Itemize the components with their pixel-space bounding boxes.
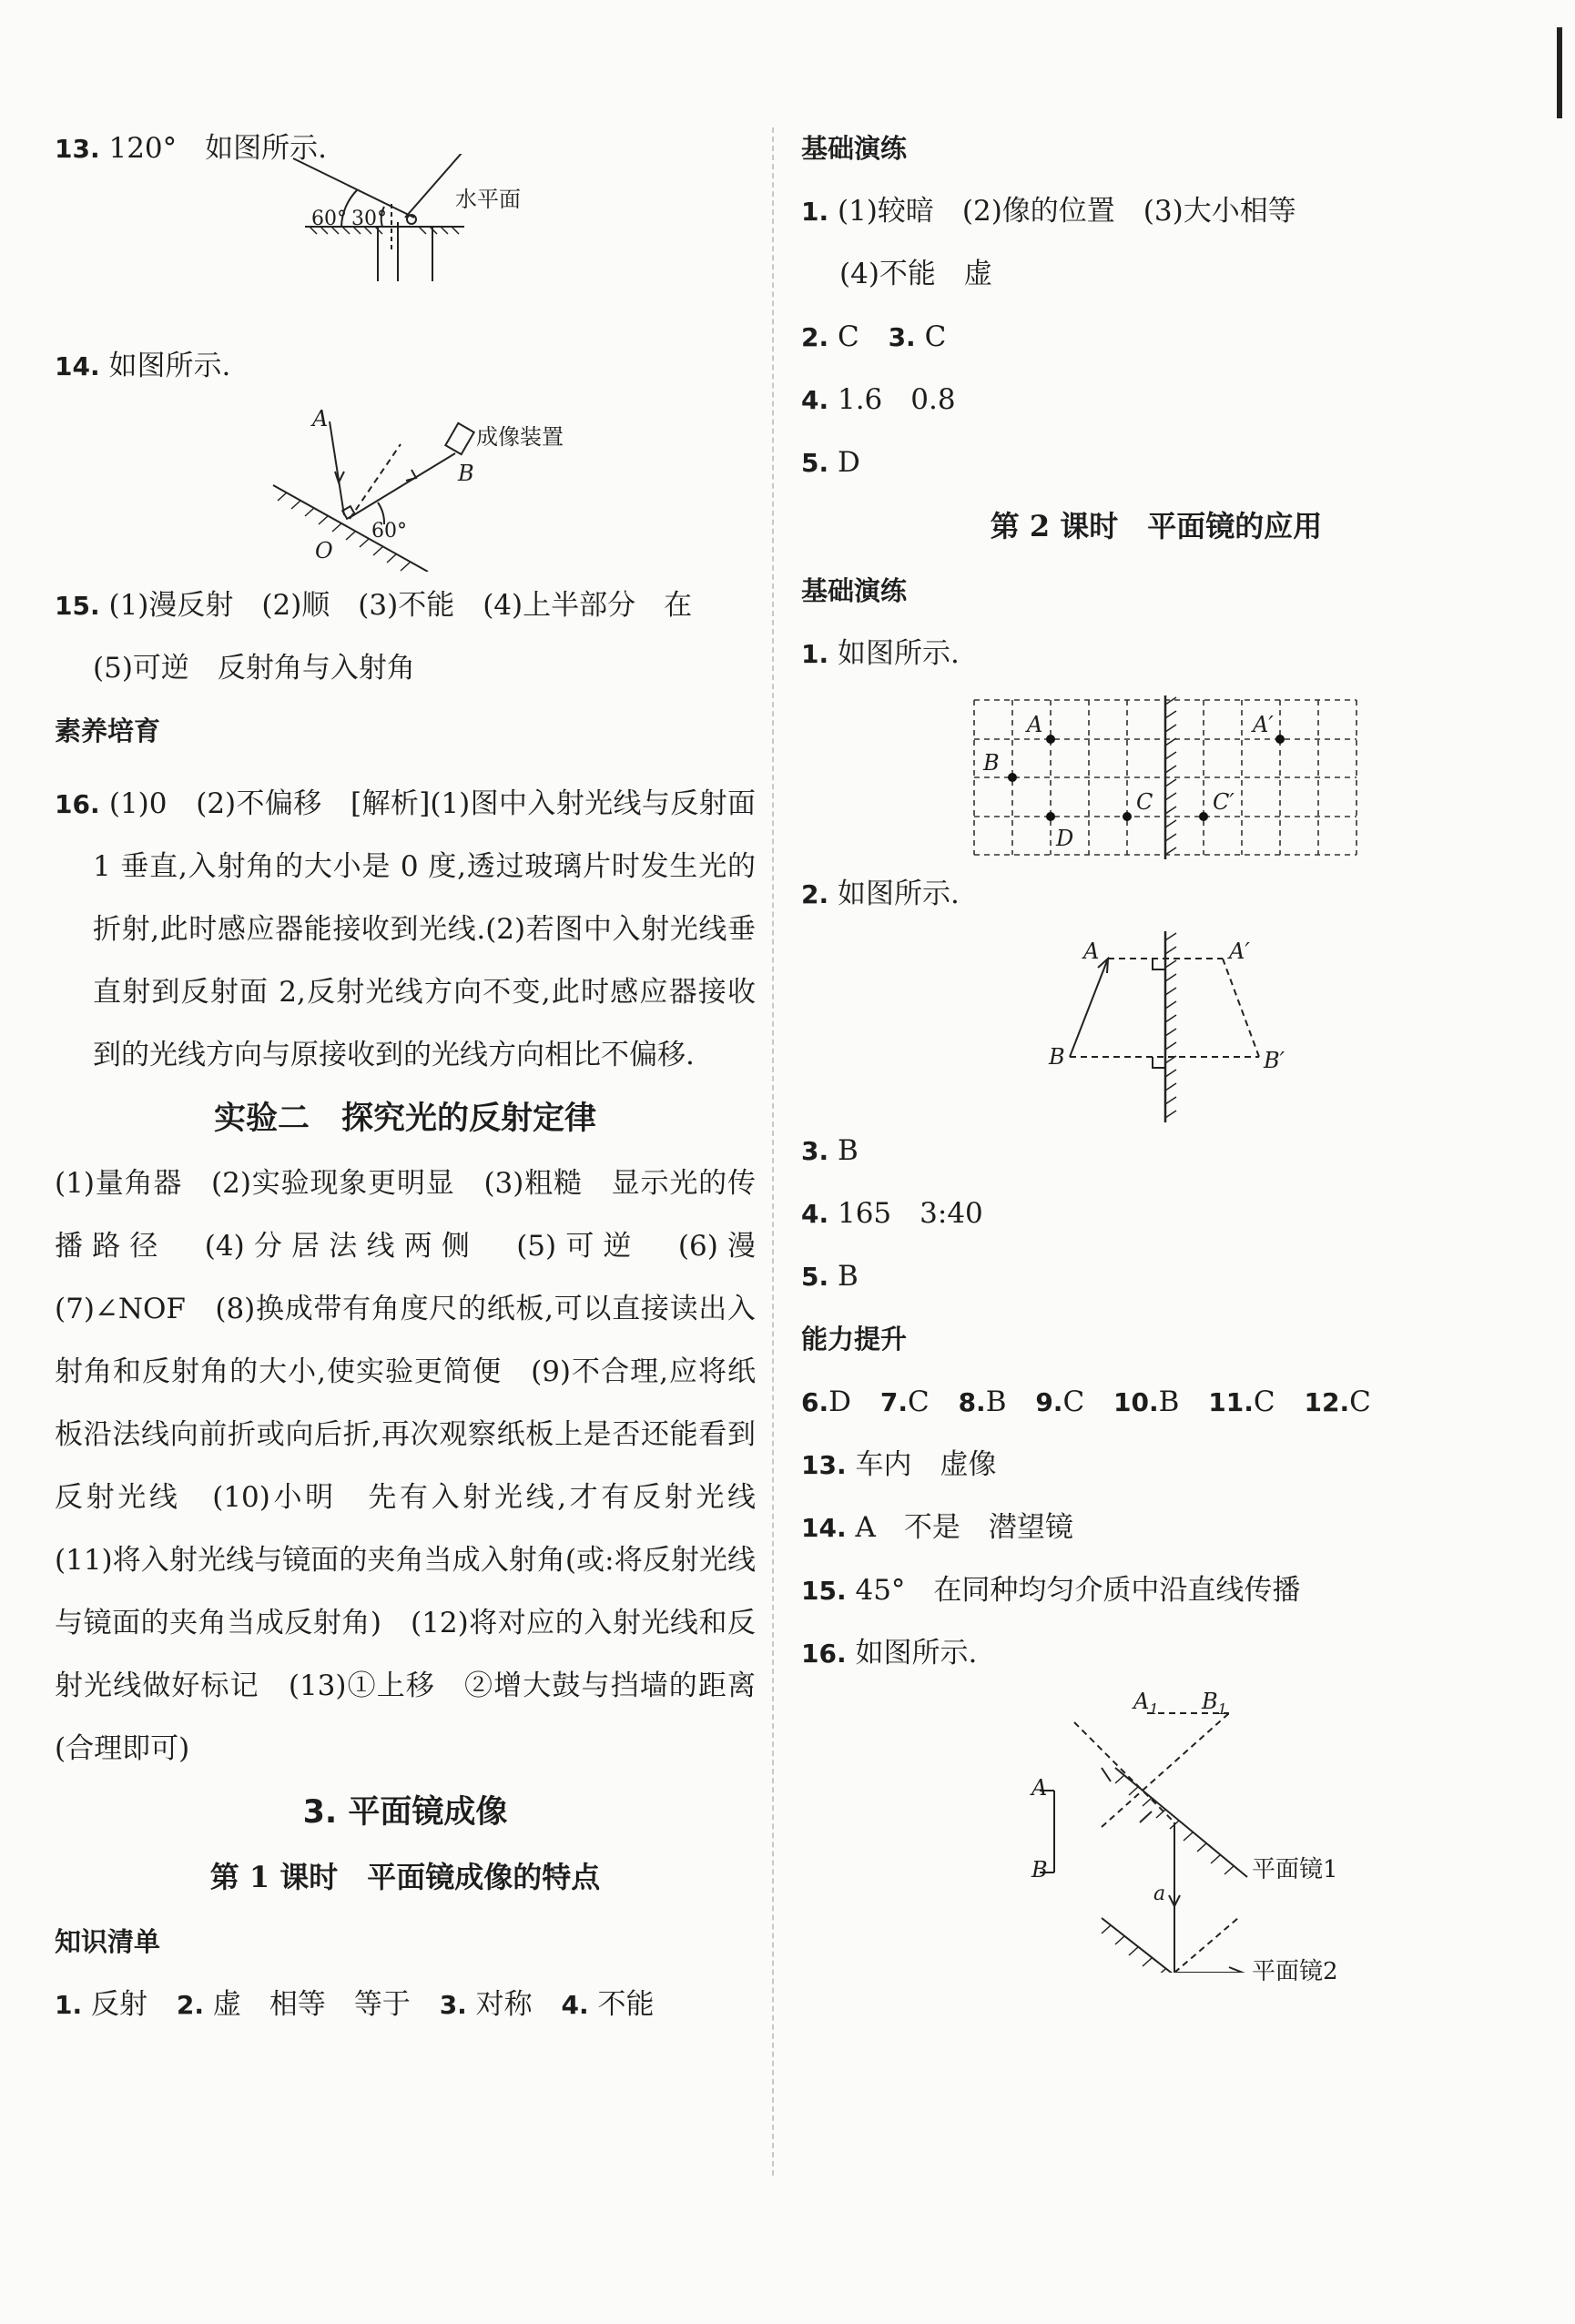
ability-14: 14. A 不是 潜望镜	[801, 1511, 1073, 1544]
ability-15: 15. 45° 在同种均匀介质中沿直线传播	[801, 1574, 1301, 1607]
point-b-label: B	[983, 750, 1000, 776]
point-b-label: B	[1049, 1044, 1065, 1070]
mirror-2-label: 平面镜2	[1252, 1958, 1338, 1985]
jichu-1-line-2: (4)不能 虚	[839, 258, 992, 290]
angle-60-label: 60°	[371, 520, 407, 543]
basic-4: 4. 165 3:40	[801, 1197, 983, 1230]
point-a-label: A	[1027, 712, 1043, 737]
ability-13: 13. 车内 虚像	[801, 1448, 997, 1481]
figure-grid-mirror-svg	[801, 682, 1511, 864]
figure-trapezoid-mirror-svg	[801, 931, 1511, 1122]
figure-grid-mirror	[801, 682, 1511, 864]
ray-a-label: a	[1153, 1883, 1166, 1905]
jichu-4: 4. 1.6 0.8	[801, 383, 956, 416]
answer-15-line-1: 15. (1)漫反射 (2)顺 (3)不能 (4)上半部分 在	[55, 589, 693, 622]
point-a-label: A	[312, 406, 329, 431]
answer-16: 16. (1)0 (2)不偏移 [解析](1)图中入射光线与反射面 1 垂直,入射角的大小是 0 度,透过玻璃片时发生光的折射,此时感应器能接收到光线.(2)若图中入射光线垂直射到反射面 2,反射光线方向不变,此时感应器接收到的光线方向与原接收到的光线方向相比不偏移.	[55, 787, 756, 1071]
ability-16: 16. 如图所示.	[801, 1637, 978, 1669]
figure-13-svg	[55, 154, 756, 281]
multiple-choice-answers: 6.D 7.C 8.B 9.C 10.B 11.C 12.C	[801, 1385, 1371, 1418]
answer-15-line-2: (5)可逆 反射角与入射角	[93, 652, 415, 685]
section-heading-zhishi: 知识清单	[55, 1926, 161, 1957]
chapter-3-title: 3. 平面镜成像	[302, 1794, 508, 1831]
column-divider	[772, 127, 774, 2176]
angle-60-label: 60°	[311, 208, 347, 230]
answer-13: 13. 120° 如图所示.	[55, 132, 327, 165]
figure-14	[55, 390, 756, 572]
point-b-prime-label: B′	[1264, 1048, 1285, 1073]
figure-13	[55, 154, 756, 281]
b1-label: $B_1$	[1202, 1689, 1227, 1718]
experiment-2-answers: (1)量角器 (2)实验现象更明显 (3)粗糙 显示光的传播路径 (4)分居法线两侧 (5)可逆 (6)漫 (7)∠NOF (8)换成带有角度尺的纸板,可以直接读出入射角和反射角的大小,使实验更简便 (9)不合理,应将纸板沿法线向前折或向后折,再次观察纸板上是否还能看到反射光线 (10)小明 先有入射光线,才有反射光线 (11)将入射光线与镜面的夹角当成入射角(或:将反射光线与镜面的夹角当成反射角) (12)将对应的入射光线和反射光线做好标记 (13)①上移 ②增大鼓与挡墙的距离(合理即可)	[55, 1167, 784, 1765]
section-heading-nengli: 能力提升	[801, 1324, 908, 1355]
figure-periscope	[801, 1681, 1511, 1973]
page-edge-mark	[1557, 27, 1562, 118]
point-a-prime-label: A′	[1229, 939, 1250, 964]
answer-14: 14. 如图所示.	[55, 350, 231, 382]
basic-3: 3. B	[801, 1134, 859, 1167]
point-d-label: D	[1056, 826, 1074, 851]
a1-label: $A_1$	[1133, 1689, 1159, 1718]
horizontal-plane-label: 水平面	[455, 187, 521, 212]
lesson-1-title: 第 1 课时 平面镜成像的特点	[209, 1860, 601, 1894]
figure-trapezoid-mirror	[801, 931, 1511, 1122]
section-heading-jichu-1: 基础演练	[801, 133, 908, 164]
mirror-2-caption	[801, 1953, 1511, 1989]
point-o-label: O	[315, 538, 333, 563]
point-b-label: B	[1031, 1857, 1048, 1883]
imaging-device-label: 成像装置	[476, 424, 564, 450]
point-b-label: B	[458, 461, 474, 486]
jichu-5: 5. D	[801, 446, 860, 479]
right-column	[801, 127, 1511, 1989]
basic-2: 2. 如图所示.	[801, 878, 960, 910]
point-c-label: C	[1136, 789, 1153, 815]
basic-5: 5. B	[801, 1260, 859, 1293]
zhishi-answers: 1. 反射 2. 虚 相等 等于 3. 对称 4. 不能	[55, 1988, 655, 2021]
figure-14-svg	[55, 390, 756, 572]
jichu-2-3: 2. C 3. C	[801, 320, 947, 353]
mirror-1-label: 平面镜1	[1252, 1856, 1338, 1883]
point-a-label: A	[1031, 1775, 1048, 1801]
lesson-2-title: 第 2 课时 平面镜的应用	[990, 509, 1323, 543]
figure-periscope-svg	[801, 1681, 1511, 1973]
jichu-1-line-1: 1. (1)较暗 (2)像的位置 (3)大小相等	[801, 195, 1296, 228]
section-heading-suyang: 素养培育	[55, 715, 161, 746]
angle-30-label: 30°	[351, 208, 387, 230]
basic-1: 1. 如图所示.	[801, 637, 960, 670]
experiment-2-title: 实验二 探究光的反射定律	[213, 1101, 596, 1137]
section-heading-jichu-2: 基础演练	[801, 575, 908, 606]
left-column	[55, 127, 784, 2046]
point-a-prime-label: A′	[1253, 712, 1274, 737]
point-c-prime-label: C′	[1213, 789, 1235, 815]
point-a-label: A	[1083, 939, 1100, 964]
